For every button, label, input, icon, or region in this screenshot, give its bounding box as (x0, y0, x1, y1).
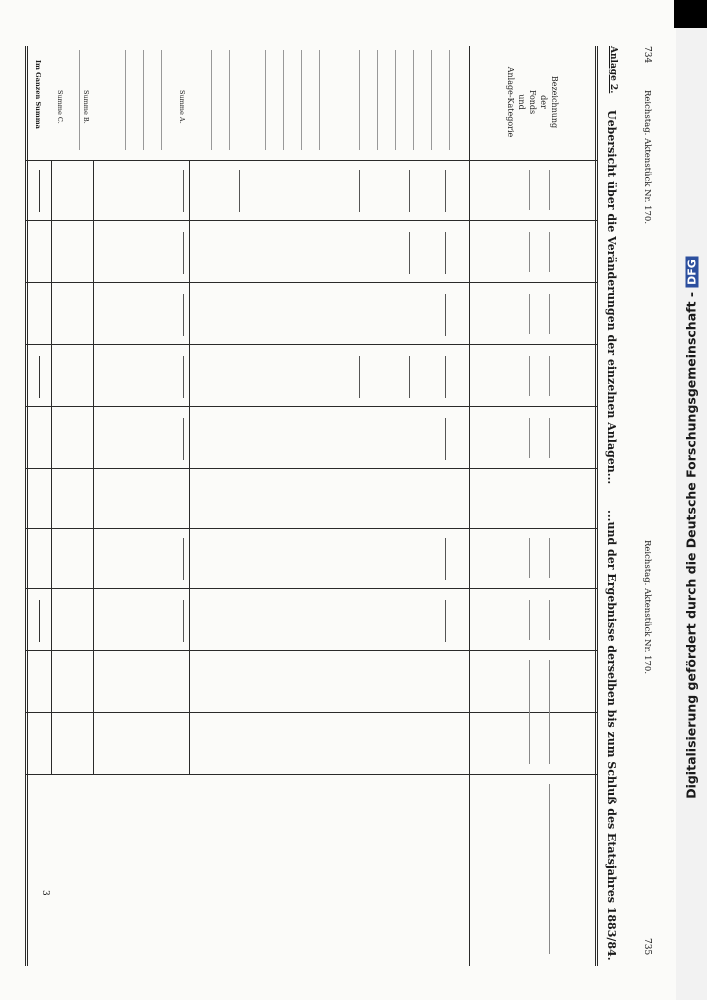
number-entry (183, 356, 184, 398)
row-text-line (283, 50, 284, 150)
number-entry (445, 170, 446, 212)
number-entry (183, 418, 184, 460)
header-text-line (549, 356, 550, 396)
column-rule (26, 588, 598, 589)
grand-total-entry (39, 600, 40, 642)
corner-black-bar (674, 0, 707, 28)
number-entry (359, 170, 360, 212)
row-text-line (143, 50, 144, 150)
header-text-line (529, 356, 530, 396)
left-page-number: 734 (642, 46, 652, 64)
column-rule (26, 282, 598, 283)
number-entry (445, 600, 446, 642)
table-bottom-rule-2 (25, 46, 26, 966)
header-text-line (529, 294, 530, 334)
column-rule (26, 774, 598, 775)
number-entry (445, 356, 446, 398)
row-text-line (413, 50, 414, 150)
row-text-line (161, 50, 162, 150)
header-text-line (529, 660, 530, 764)
dfg-logo: DFG (686, 256, 699, 288)
row-text-line (395, 50, 396, 150)
right-page-number: 735 (642, 938, 652, 956)
row-text-line (449, 50, 450, 150)
row-text-line (125, 50, 126, 150)
subtotal-rule-c (51, 160, 52, 774)
row-text-line (211, 50, 212, 150)
column-rule (26, 650, 598, 651)
grand-total-entry (39, 356, 40, 398)
table-title-right: ...und der Ergebnisse derselben bis zum Schluß des Etatsjahres 1883/84. (605, 510, 618, 961)
left-running-head: Reichstag. Aktenstück Nr. 170. (642, 90, 652, 225)
column-rule (26, 528, 598, 529)
header-bottom-rule (469, 46, 470, 966)
header-text-line (529, 418, 530, 458)
header-text-line (529, 600, 530, 640)
number-entry (183, 170, 184, 212)
attachment-label: Anlage 2. (608, 46, 618, 94)
number-entry (445, 232, 446, 274)
grand-total-label: Im Ganzen Summa (34, 60, 42, 129)
header-text-line (549, 170, 550, 210)
header-text-line (529, 170, 530, 210)
table-top-rule (597, 46, 598, 966)
row-text-line (79, 50, 80, 150)
rotated-document-page (10, 20, 660, 980)
column-rule (26, 468, 598, 469)
number-entry (359, 356, 360, 398)
row-text-line (265, 50, 266, 150)
row-text-line (229, 50, 230, 150)
number-entry (409, 170, 410, 212)
header-text-line (549, 600, 550, 640)
total-label-a: Summe A. (178, 90, 186, 124)
column-rule (26, 344, 598, 345)
number-entry (183, 232, 184, 274)
row-text-line (359, 50, 360, 150)
header-text-line (549, 538, 550, 578)
header-text-line (529, 232, 530, 272)
header-text-line (549, 660, 550, 764)
total-label-b: Summe B. (82, 90, 90, 124)
number-entry (183, 600, 184, 642)
row-text-line (301, 50, 302, 150)
table-top-rule-2 (595, 46, 596, 966)
column-rule (26, 712, 598, 713)
header-text-line (529, 538, 530, 578)
header-text-line (549, 784, 550, 954)
number-entry (183, 538, 184, 580)
dfg-notice-text: Digitalisierung gefördert durch die Deutsche Forschungsgemeinschaft - (683, 291, 699, 799)
total-label-c: Summe C. (56, 90, 64, 124)
number-entry (445, 294, 446, 336)
margin-mark: 3 (40, 890, 50, 896)
number-entry (409, 232, 410, 274)
right-running-head: Reichstag. Aktenstück Nr. 170. (642, 540, 652, 675)
number-entry (183, 294, 184, 336)
number-entry (239, 170, 240, 212)
grand-total-entry (39, 170, 40, 212)
column-rule (26, 406, 598, 407)
header-first-column: Bezeichnung der Fonds und Anlage-Kategorie (506, 66, 559, 138)
row-text-line (319, 50, 320, 150)
number-entry (445, 538, 446, 580)
subtotal-rule-b (93, 160, 94, 774)
subtotal-rule-a (189, 160, 190, 774)
row-text-line (377, 50, 378, 150)
dfg-notice (684, 218, 699, 838)
table-title-left: Uebersicht über die Veränderungen der einzelnen Anlagen... (605, 110, 618, 485)
header-text-line (549, 418, 550, 458)
table-bottom-rule (27, 46, 28, 966)
header-text-line (549, 232, 550, 272)
column-rule (26, 220, 598, 221)
number-entry (445, 418, 446, 460)
row-text-line (431, 50, 432, 150)
number-entry (409, 356, 410, 398)
header-text-line (549, 294, 550, 334)
column-rule (26, 160, 598, 161)
